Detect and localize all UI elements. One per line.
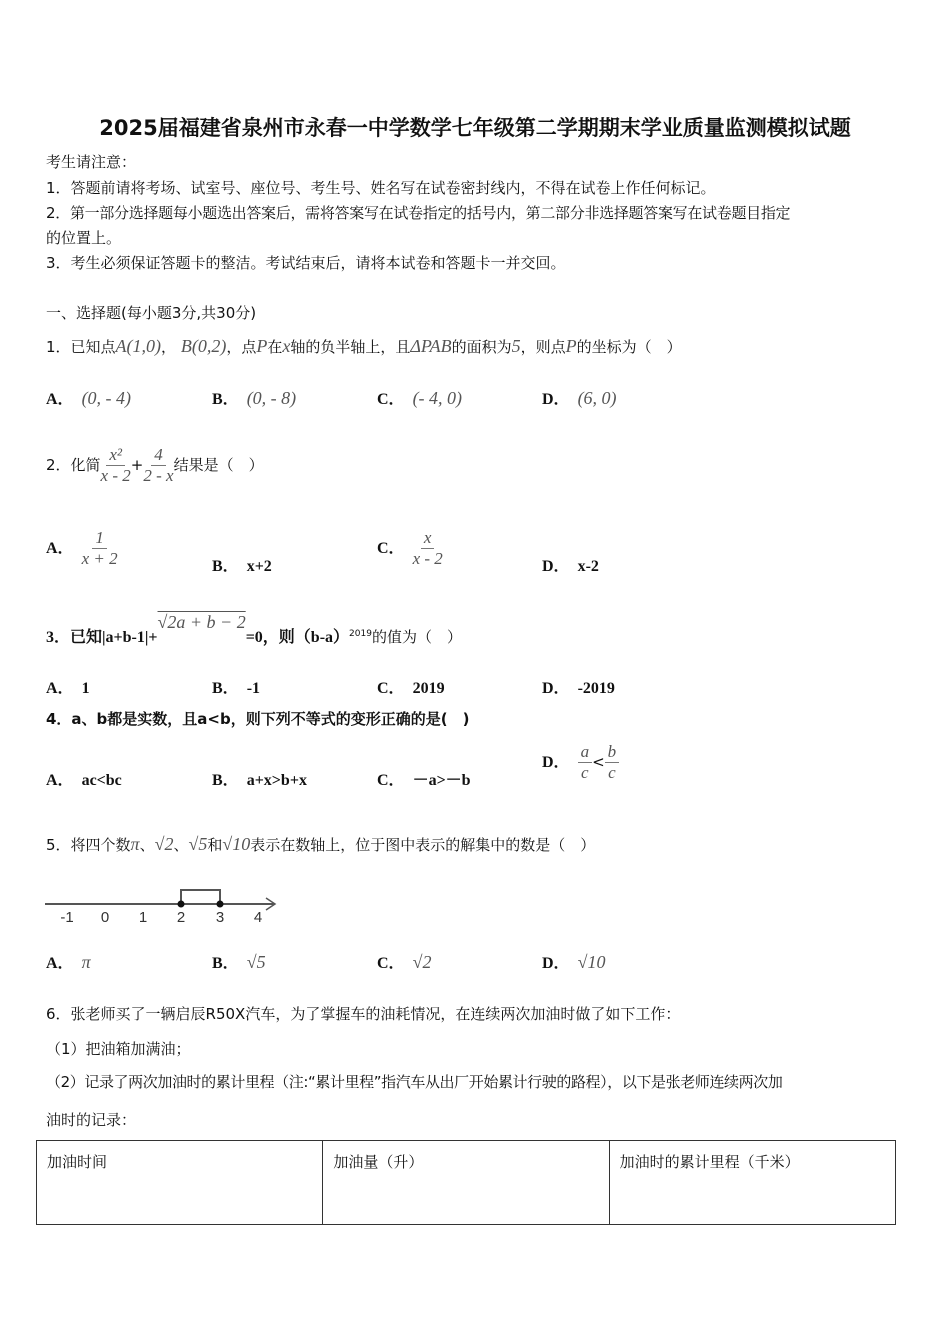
option-a: A． 1 [46, 680, 90, 697]
notice-heading: 考生请注意： [46, 153, 137, 171]
option-b: B． √5 [212, 952, 266, 972]
option-d: D． x-2 [542, 558, 599, 575]
notice-item: 2．第一部分选择题每小题选出答案后，需将答案写在试卷指定的括号内，第二部分非选择题答案写在试卷题目指定 [46, 204, 791, 222]
option-d: D． -2019 [542, 680, 615, 697]
question-6: 6．张老师买了一辆启辰R50X汽车，为了掌握车的油耗情况，在连续两次加油时做了如下工作： [46, 1005, 681, 1023]
table-header: 加油时间 [37, 1141, 323, 1225]
option-c: C． 2019 [377, 680, 445, 697]
notice-item: 3．考生必须保证答题卡的整洁。考试结束后，请将本试卷和答题卡一并交回。 [46, 254, 566, 272]
tick-label: -1 [60, 909, 74, 925]
section-heading: 一、选择题(每小题3分,共30分) [46, 304, 257, 322]
tick-label: 2 [176, 909, 186, 925]
tick-label: 1 [138, 909, 148, 925]
option-d: D． (6, 0) [542, 388, 617, 408]
option-b: B． x+2 [212, 558, 272, 575]
option-b: B． a+x>b+x [212, 772, 307, 789]
question-1: 1．已知点A(1,0)， B(0,2)，点P在x轴的负半轴上，且ΔPAB的面积为5，则点P的坐标为（ ） [46, 336, 682, 356]
option-d: D． $\frac{a}{c}$ < $\frac{b}{c}$ [542, 742, 619, 783]
option-a: A． π [46, 952, 91, 972]
table-header: 加油量（升） [323, 1141, 609, 1225]
option-c: C． (- 4, 0) [377, 388, 463, 408]
page-title: 2025届福建省泉州市永春一中学数学七年级第二学期期末学业质量监测模拟试题 [99, 116, 851, 140]
option-b: B． (0, - 8) [212, 388, 297, 408]
number-line [40, 880, 290, 925]
option-c: C． √2 [377, 952, 432, 972]
option-c: C． －a>－b [377, 772, 471, 789]
table-header: 加油时的累计里程（千米） [609, 1141, 895, 1225]
question-4: 4．a、b都是实数，且a<b，则下列不等式的变形正确的是( ) [46, 710, 470, 728]
question-6-line: （2）记录了两次加油时的累计里程（注:“累计里程”指汽车从出厂开始累计行驶的路程），以下是张老师连续两次加 [46, 1073, 783, 1091]
tick-label: 3 [215, 909, 225, 925]
option-b: B． -1 [212, 680, 261, 697]
question-5: 5．将四个数π、√2、√5和√10表示在数轴上，位于图中表示的解集中的数是（ ） [46, 834, 596, 854]
tick-label: 4 [253, 909, 263, 925]
option-a: A． (0, - 4) [46, 388, 132, 408]
notice-item: 的位置上。 [46, 229, 122, 247]
option-c: C． $\frac{x}{x - 2}$ [377, 528, 443, 568]
tick-label: 0 [100, 909, 110, 925]
question-2: 2．化简 $\frac{\text{x²}}{x - 2}$ + $\frac{4}{2 - x}$ 结果是（ ） [46, 445, 264, 485]
question-6-line: （1）把油箱加满油； [46, 1040, 191, 1058]
option-a: A． ac<bc [46, 772, 122, 789]
refuel-table [36, 1140, 896, 1225]
option-d: D． √10 [542, 952, 606, 972]
question-6-line: 油时的记录： [46, 1111, 137, 1129]
option-a: A． $\frac{1}{x + 2}$ [46, 528, 118, 568]
question-3: 3．已知|a+b-1|+√2a + b − 2=0，则$(b-a)^{2019}$的值为（ ） [46, 612, 462, 646]
notice-item: 1．答题前请将考场、试室号、座位号、考生号、姓名写在试卷密封线内，不得在试卷上作任何标记。 [46, 179, 716, 197]
